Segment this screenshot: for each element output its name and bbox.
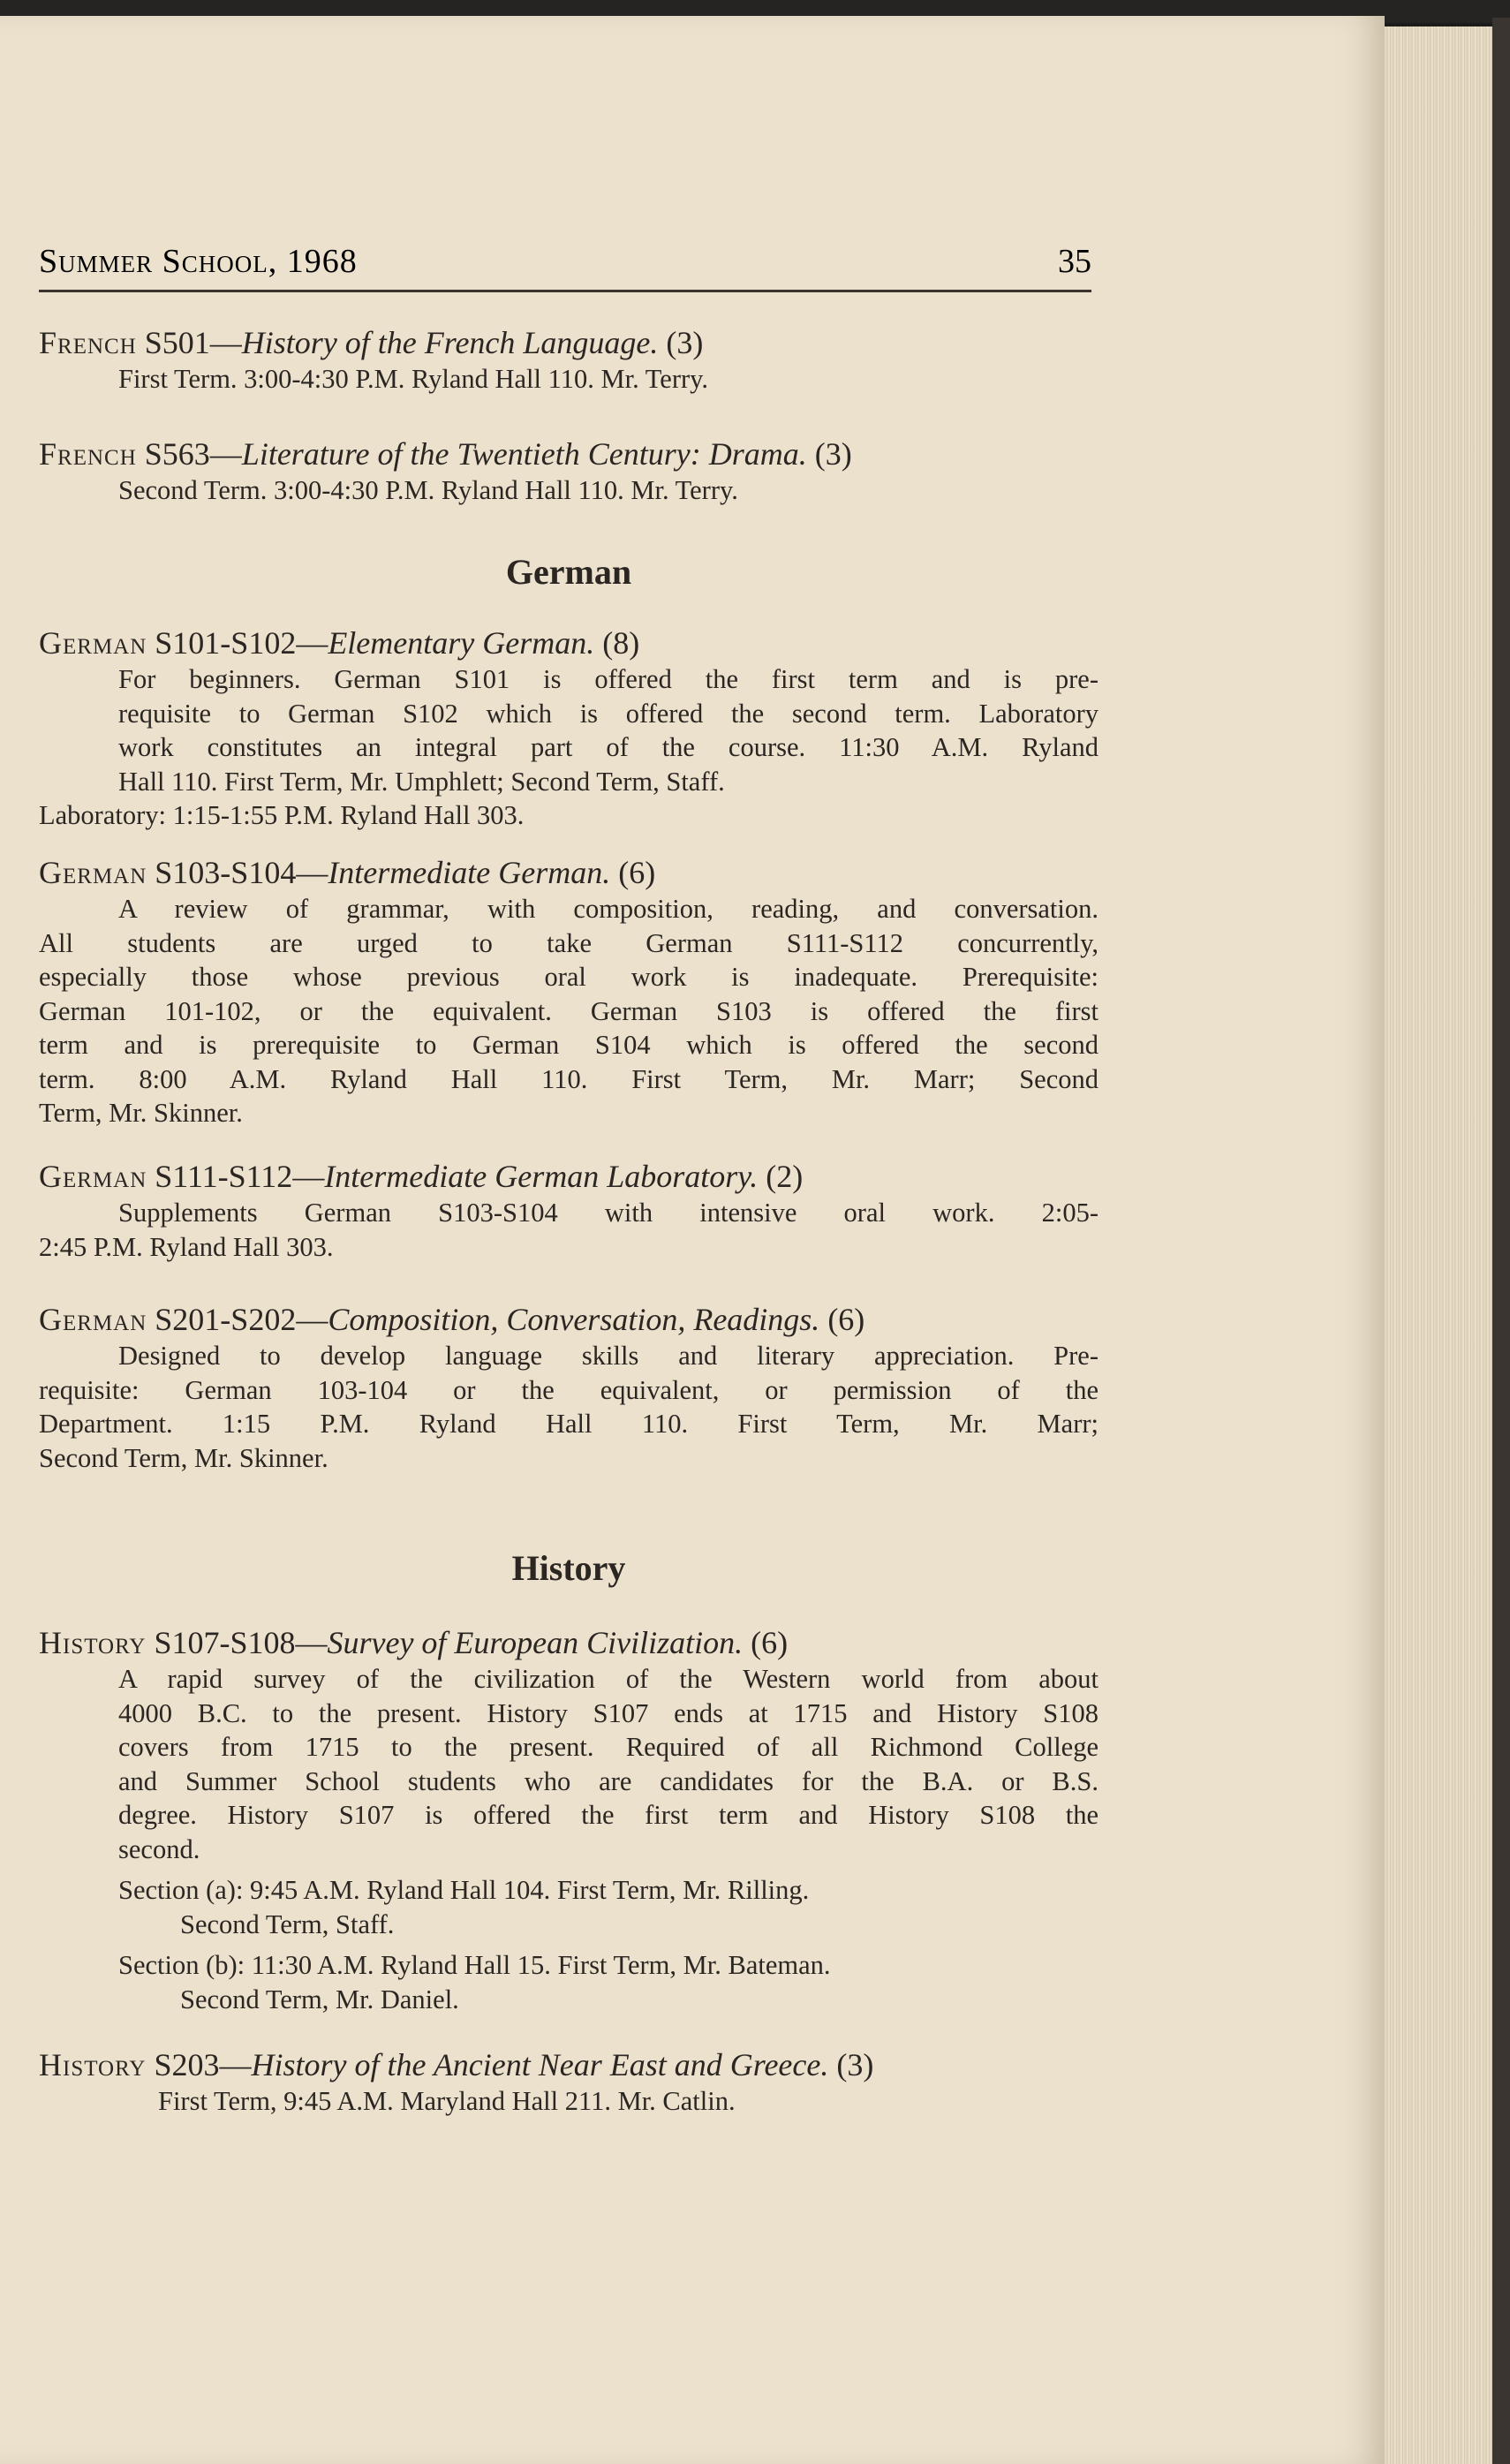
course-department: History bbox=[39, 2047, 147, 2082]
description-line: 2:45 P.M. Ryland Hall 303. bbox=[39, 1231, 334, 1262]
course-heading: German S101-S102—Elementary German. (8) bbox=[39, 625, 640, 661]
course-heading: History S203—History of the Ancient Near East and Greece. (3) bbox=[39, 2047, 874, 2082]
course-description bbox=[158, 2084, 1138, 2119]
description-line: Designed to develop language skills and literary appreciation. Pre- bbox=[118, 1341, 1099, 1371]
description-line: Term, Mr. Skinner. bbox=[39, 1098, 243, 1128]
course-title: Survey of European Civilization. bbox=[327, 1625, 744, 1660]
course-credits: (2) bbox=[766, 1159, 804, 1194]
description-line: degree. History S107 is offered the first term and History S108 the bbox=[118, 1800, 1099, 1830]
course-department: French bbox=[39, 325, 137, 360]
course-description bbox=[39, 1339, 1099, 1475]
description-line: term and is prerequisite to German S104 which is offered the second bbox=[39, 1030, 1099, 1060]
course-code: S201-S202 bbox=[155, 1302, 297, 1337]
description-line: For beginners. German S101 is offered the first term and is pre- bbox=[118, 664, 1099, 694]
course-code: S107-S108 bbox=[154, 1625, 296, 1660]
course-credits: (8) bbox=[602, 625, 640, 661]
course-department: German bbox=[39, 855, 147, 890]
description-line: First Term, 9:45 A.M. Maryland Hall 211. Mr. Catlin. bbox=[158, 2086, 736, 2116]
course-code: S103-S104 bbox=[155, 855, 297, 890]
course-credits: (3) bbox=[666, 325, 704, 360]
course-code: S501 bbox=[144, 325, 210, 360]
course-department: German bbox=[39, 1159, 147, 1194]
section-b-continuation: Second Term, Mr. Daniel. bbox=[180, 1984, 459, 2014]
running-head-title: Summer School, 1968 bbox=[39, 243, 358, 280]
course-credits: (3) bbox=[814, 436, 852, 472]
course-heading: French S501—History of the French Language. (3) bbox=[39, 325, 704, 360]
course-entry-history-s107-s108 bbox=[39, 1623, 1099, 2016]
description-line: Department. 1:15 P.M. Ryland Hall 110. First Term, Mr. Marr; bbox=[39, 1409, 1099, 1439]
course-code: S203 bbox=[154, 2047, 220, 2082]
course-description bbox=[39, 1196, 1099, 1264]
course-heading: History S107-S108—Survey of European Civilization. (6) bbox=[39, 1625, 789, 1660]
course-entry-history-s203 bbox=[39, 2045, 1099, 2119]
course-credits: (6) bbox=[751, 1625, 789, 1660]
course-title: Intermediate German. bbox=[328, 855, 611, 890]
description-line: especially those whose previous oral work is inadequate. Prerequisite: bbox=[39, 962, 1099, 992]
description-line: First Term. 3:00-4:30 P.M. Ryland Hall 110. Mr. Terry. bbox=[118, 364, 709, 394]
section-a-continuation: Second Term, Staff. bbox=[180, 1908, 395, 1939]
description-line: and Summer School students who are candidates for the B.A. or B.S. bbox=[118, 1765, 1099, 1796]
description-line: requisite: German 103-104 or the equivalent, or permission of the bbox=[39, 1374, 1099, 1405]
course-credits: (6) bbox=[618, 855, 656, 890]
course-title: Literature of the Twentieth Century: Drama. bbox=[241, 436, 807, 472]
course-description bbox=[118, 1662, 1099, 2016]
course-heading: German S103-S104—Intermediate German. (6) bbox=[39, 855, 656, 890]
description-line: Second Term. 3:00-4:30 P.M. Ryland Hall 110. Mr. Terry. bbox=[118, 475, 738, 505]
course-title: Composition, Conversation, Readings. bbox=[328, 1302, 820, 1337]
course-description bbox=[39, 892, 1099, 1130]
course-entry-german-s111-s112 bbox=[39, 1157, 1099, 1264]
course-title: Intermediate German Laboratory. bbox=[324, 1159, 759, 1194]
course-heading: German S201-S202—Composition, Conversation, Readings. (6) bbox=[39, 1302, 865, 1337]
course-description bbox=[39, 662, 1099, 833]
description-line: covers from 1715 to the present. Required of all Richmond College bbox=[118, 1732, 1099, 1762]
course-credits: (6) bbox=[827, 1302, 865, 1337]
description-line: All students are urged to take German S111-S112 concurrently, bbox=[39, 927, 1099, 958]
description-line: requisite to German S102 which is offered the second term. Laboratory bbox=[118, 698, 1099, 729]
course-department: German bbox=[39, 625, 147, 661]
course-entry-german-s201-s202 bbox=[39, 1300, 1099, 1475]
description-line: 4000 B.C. to the present. History S107 ends at 1715 and History S108 bbox=[118, 1697, 1099, 1728]
description-line: Laboratory: 1:15-1:55 P.M. Ryland Hall 303. bbox=[39, 800, 525, 830]
description-line: A review of grammar, with composition, reading, and conversation. bbox=[118, 894, 1099, 924]
course-title: Elementary German. bbox=[328, 625, 595, 661]
description-line: Supplements German S103-S104 with intensive oral work. 2:05- bbox=[118, 1198, 1099, 1228]
section-a-line: Section (a): 9:45 A.M. Ryland Hall 104. First Term, Mr. Rilling. bbox=[118, 1875, 810, 1905]
course-code: S563 bbox=[144, 436, 210, 472]
course-entry-french-s501 bbox=[39, 323, 1099, 397]
description-line: Second Term, Mr. Skinner. bbox=[39, 1442, 328, 1473]
course-code: S101-S102 bbox=[155, 625, 297, 661]
course-entry-french-s563 bbox=[39, 435, 1099, 508]
course-entry-german-s103-s104 bbox=[39, 853, 1099, 1130]
section-b-line: Section (b): 11:30 A.M. Ryland Hall 15. First Term, Mr. Bateman. bbox=[118, 1950, 831, 1980]
course-title: History of the French Language. bbox=[241, 325, 659, 360]
running-head bbox=[39, 240, 1091, 292]
description-line: second. bbox=[118, 1833, 200, 1864]
course-description bbox=[118, 473, 1099, 508]
course-title: History of the Ancient Near East and Greece. bbox=[251, 2047, 829, 2082]
description-line: term. 8:00 A.M. Ryland Hall 110. First Term, Mr. Marr; Second bbox=[39, 1063, 1099, 1094]
course-department: History bbox=[39, 1625, 147, 1660]
page-edges bbox=[1385, 26, 1510, 2464]
course-heading: German S111-S112—Intermediate German Laboratory. (2) bbox=[39, 1159, 804, 1194]
section-list bbox=[118, 1873, 1099, 2016]
course-entry-german-s101-s102 bbox=[39, 624, 1099, 833]
course-heading: French S563—Literature of the Twentieth Century: Drama. (3) bbox=[39, 436, 852, 472]
course-department: French bbox=[39, 436, 137, 472]
description-line: German 101-102, or the equivalent. German S103 is offered the first bbox=[39, 995, 1099, 1026]
description-line: A rapid survey of the civilization of the Western world from about bbox=[118, 1664, 1099, 1694]
page-number: 35 bbox=[1058, 243, 1091, 280]
description-line: Hall 110. First Term, Mr. Umphlett; Second Term, Staff. bbox=[118, 766, 725, 797]
course-description bbox=[118, 362, 1099, 397]
section-heading-history: History bbox=[511, 1548, 626, 1588]
description-line: work constitutes an integral part of the course. 11:30 A.M. Ryland bbox=[118, 732, 1099, 762]
course-code: S111-S112 bbox=[155, 1159, 293, 1194]
course-credits: (3) bbox=[836, 2047, 874, 2082]
book-cover-edge bbox=[1492, 18, 1510, 2464]
section-heading-german: German bbox=[505, 552, 632, 592]
course-department: German bbox=[39, 1302, 147, 1337]
